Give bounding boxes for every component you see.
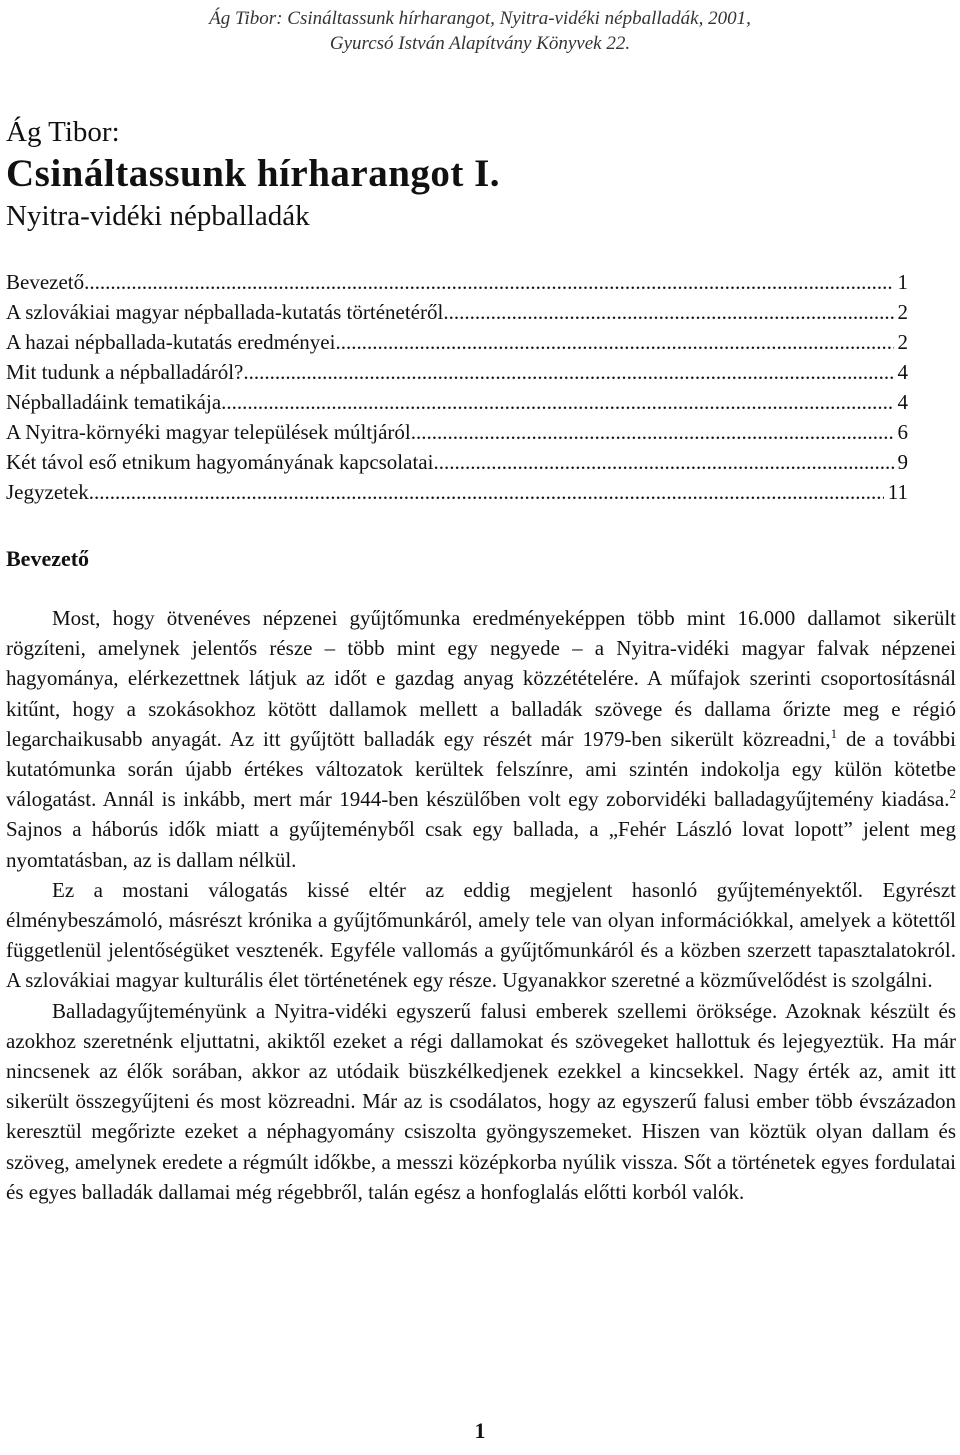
- paragraph: Balladagyűjteményünk a Nyitra-vidéki egyszerű falusi emberek szellemi öröksége. Azoknak készült és azokhoz szeretnénk eljuttatni, akiktől ezeket a régi dallamokat és szövegeket hallottuk és lejegyeztük. Ha már nincsenek az élők sorában, akkor az utódaik büszkélkedjenek ezekkel a kincsekkel. Nagy érték az, amit itt sikerült összegyűjteni és most közreadni. Már az is csodálatos, hogy az egyszerű falusi ember több évszázadon keresztül megőrizte ezeket a néphagyomány csiszolta gyöngyszemeket. Hiszen van köztük olyan dallam és szöveg, amelynek eredete a régmúlt időkbe, a messzi középkorba nyúlik vissza. Sőt a történetek egyes fordulatai és egyes balladák dallamai még régebbről, talán egész a honfoglalás előtti korból valók.: [6, 998, 956, 1204]
- toc-entry-label: Mit tudunk a népballadáról?: [6, 360, 244, 384]
- toc-entry-label: Bevezető: [6, 270, 85, 294]
- running-header-line-2: Gyurcsó István Alapítvány Könyvek 22.: [329, 33, 631, 54]
- toc-dot-leader: [335, 327, 893, 357]
- paragraph-text: Most, hogy ötvenéves népzenei gyűjtőmunka eredményeképpen több mint 16.000 dallamot sikerült rögzíteni, amelynek jelentős része – több mint egy negyede – a Nyitra-vidéki magyar falvak népzenei hagyománya, elérkezettnek látjuk az időt e gazdag anyag közzétételére. A műfajok szerinti csoportosításnál kitűnt, hogy a szokásokhoz kötött dallamok mellett a balladák szövege és dallama őrizte meg e régió legarchaikusabb anyagát. Az itt gyűjtött balladák egy részét már 1979-ben sikerült közreadni,: [6, 606, 956, 751]
- toc-entry-page: 4: [897, 360, 908, 384]
- toc-entry-label: A hazai népballada-kutatás eredményei: [6, 330, 336, 354]
- toc-entry-label: A szlovákiai magyar népballada-kutatás történetéről: [6, 300, 444, 324]
- toc-entry-page: 11: [887, 480, 908, 504]
- toc-entry-label: Jegyzetek: [6, 480, 89, 504]
- toc-entry[interactable]: [6, 387, 908, 417]
- toc-entry[interactable]: [6, 417, 908, 447]
- paragraph: [6, 603, 956, 875]
- toc-entry-page: 2: [897, 300, 908, 324]
- toc-entry[interactable]: [6, 297, 908, 327]
- body-text: [6, 603, 956, 1207]
- toc-entry-page: 2: [897, 330, 908, 354]
- footnote-ref-1[interactable]: 1: [830, 725, 838, 741]
- toc-entry[interactable]: [6, 357, 908, 387]
- page-number: 1: [474, 1418, 486, 1443]
- toc-entry-label: Két távol eső etnikum hagyományának kapcsolatai: [6, 450, 434, 474]
- author: Ág Tibor:: [6, 116, 120, 148]
- page-subtitle: Nyitra-vidéki népballadák: [6, 200, 310, 232]
- toc-dot-leader: [443, 297, 893, 327]
- running-header-line-1: Ág Tibor: Csináltassunk hírharangot, Nyitra-vidéki népballadák, 2001,: [209, 8, 751, 29]
- toc-dot-leader: [433, 447, 893, 477]
- toc-entry-page: 6: [897, 420, 908, 444]
- toc-entry[interactable]: [6, 477, 908, 507]
- running-header: [0, 6, 960, 56]
- footnote-ref-2[interactable]: 2: [949, 786, 956, 802]
- paragraph-text: Sajnos a háborús idők miatt a gyűjteményből csak egy ballada, a „Fehér László lovat lopott” jelent meg nyomtatásban, az is dallam nélkül.: [6, 817, 956, 872]
- toc-entry[interactable]: [6, 327, 908, 357]
- toc-entry[interactable]: [6, 267, 908, 297]
- page-title: Csináltassunk hírharangot I.: [6, 152, 501, 195]
- toc-dot-leader: [84, 267, 893, 297]
- section-heading: Bevezető: [6, 546, 90, 571]
- toc-entry-page: 9: [897, 450, 908, 474]
- toc-dot-leader: [411, 417, 894, 447]
- toc-entry-label: Népballadáink tematikája: [6, 390, 222, 414]
- toc-entry-page: 1: [897, 270, 908, 294]
- toc-entry-label: A Nyitra-környéki magyar települések múltjáról: [6, 420, 411, 444]
- table-of-contents: [6, 267, 908, 507]
- toc-dot-leader: [243, 357, 893, 387]
- paragraph: Ez a mostani válogatás kissé eltér az eddig megjelent hasonló gyűjteményektől. Egyrészt élménybeszámoló, másrészt krónika a gyűjtőmunkáról, amely tele van olyan információkkal, amelyek a kötettől függetlenül jelentőségüket vesztenék. Egyféle vallomás a gyűjtőmunkáról és a közben szerzett tapasztalatokról. A szlovákiai magyar kulturális élet történetének egy része. Ugyanakkor szeretné a közművelődést is szolgálni.: [6, 877, 956, 993]
- toc-entry-page: 4: [897, 390, 908, 414]
- paragraph-text: de a további kutatómunka során újabb értékes változatok kerültek felszínre, ami szintén indokolja egy külön kötetbe válogatást. Annál is inkább, mert már 1944-ben készülőben volt egy zoborvidéki balladagyűjtemény kiadása.: [6, 726, 956, 812]
- toc-entry[interactable]: [6, 447, 908, 477]
- toc-dot-leader: [221, 387, 893, 417]
- title-block: [6, 113, 500, 235]
- toc-dot-leader: [89, 477, 884, 507]
